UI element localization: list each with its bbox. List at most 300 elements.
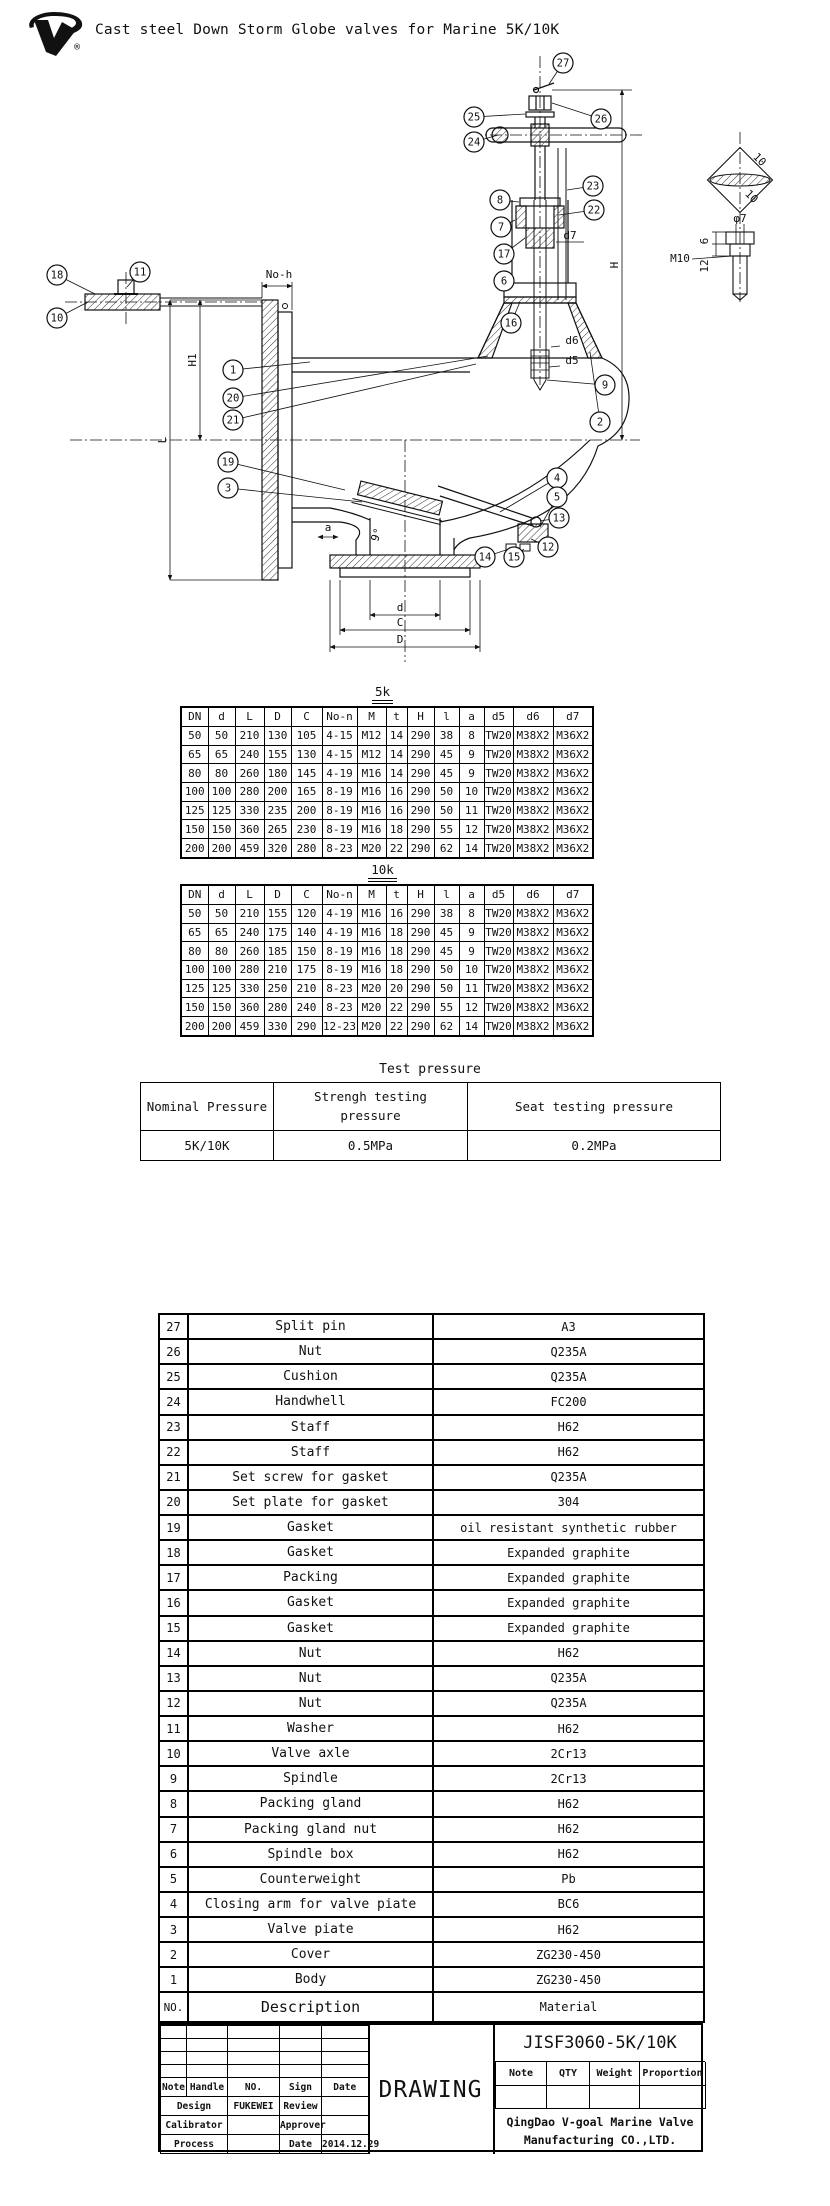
parts-cell: Handwhell [188, 1389, 433, 1414]
dim-data-cell: 290 [407, 979, 434, 998]
revision-row [161, 2065, 369, 2078]
parts-cell: Staff [188, 1440, 433, 1465]
dim-data-cell: 12 [459, 820, 484, 839]
revision-cell [161, 2026, 187, 2039]
label-d7: d7 [563, 229, 577, 242]
balloon-1 [223, 360, 243, 380]
label-a: a [324, 521, 332, 534]
parts-row [159, 1515, 704, 1540]
dim-data-cell: TW20 [484, 904, 513, 923]
balloon-16-label: 16 [504, 317, 518, 330]
nominal-pressure-value: 5K/10K [141, 1131, 274, 1161]
dim-data-cell: 65 [208, 923, 235, 942]
dim-data-cell: 290 [407, 801, 434, 820]
dim-data-cell: 200 [208, 1017, 235, 1036]
parts-cell: 304 [433, 1490, 704, 1515]
dim-header-cell: H [407, 707, 434, 726]
parts-cell: Counterweight [188, 1867, 433, 1892]
dim-data-cell: 4-19 [322, 923, 357, 942]
design-label: Design [161, 2097, 228, 2116]
parts-row [159, 1314, 704, 1339]
dim-data-cell: 175 [264, 923, 291, 942]
outlet-flange [330, 555, 480, 568]
parts-row [159, 1691, 704, 1716]
parts-cell: 6 [159, 1842, 188, 1867]
parts-row [159, 1942, 704, 1967]
process-value [228, 2135, 280, 2154]
handle-header: Handle [187, 2078, 228, 2097]
balloon-5-label: 5 [553, 491, 561, 504]
dim-data-cell: 50 [181, 726, 208, 745]
dim-data-row [181, 942, 593, 961]
dim-data-cell: 210 [235, 726, 264, 745]
dim-data-cell: TW20 [484, 960, 513, 979]
parts-row [159, 1967, 704, 1992]
parts-cell: H62 [433, 1716, 704, 1741]
balloon-23 [583, 176, 603, 196]
dim-data-cell: M36X2 [553, 942, 593, 961]
dim-data-cell: M16 [357, 764, 386, 783]
dim-data-cell: 100 [208, 782, 235, 801]
parts-cell: 25 [159, 1364, 188, 1389]
parts-cell: 27 [159, 1314, 188, 1339]
dim-data-cell: 11 [459, 979, 484, 998]
qty-value-row [496, 2085, 706, 2108]
proportion-col-header: Proportion [640, 2062, 706, 2085]
balloon-6 [494, 271, 514, 291]
label-h1: H1 [186, 353, 199, 367]
dim-data-cell: 45 [434, 942, 459, 961]
proportion-value [640, 2085, 706, 2108]
dim-data-cell: 290 [407, 839, 434, 858]
dim-data-cell: 185 [264, 942, 291, 961]
design-value: FUKEWEI [228, 2097, 280, 2116]
table-10k-caption: 10k [330, 862, 435, 882]
balloon-26-label: 26 [594, 113, 608, 126]
parts-cell: Nut [188, 1666, 433, 1691]
label-12: 12 [698, 259, 711, 273]
parts-cell: Body [188, 1967, 433, 1992]
revision-cell [187, 2052, 228, 2065]
dim-data-cell: 150 [181, 998, 208, 1017]
dim-data-cell: 235 [264, 801, 291, 820]
dim-header-cell: d6 [513, 885, 553, 904]
dim-data-cell: 8-19 [322, 820, 357, 839]
dim-data-cell: 80 [181, 764, 208, 783]
dim-data-cell: M36X2 [553, 764, 593, 783]
bracket-plate [85, 294, 160, 310]
dim-data-cell: 290 [407, 960, 434, 979]
dim-data-cell: 50 [208, 726, 235, 745]
parts-row [159, 1867, 704, 1892]
parts-cell: Washer [188, 1716, 433, 1741]
dim-header-cell: L [235, 707, 264, 726]
review-value [322, 2097, 369, 2116]
dim-data-cell: M38X2 [513, 1017, 553, 1036]
dim-header-cell: D [264, 885, 291, 904]
revision-cell [161, 2065, 187, 2078]
balloon-8 [490, 190, 510, 210]
dim-data-cell: TW20 [484, 782, 513, 801]
parts-cell: Closing arm for valve piate [188, 1892, 433, 1917]
balloon-20 [223, 388, 243, 408]
balloon-13 [549, 508, 569, 528]
dim-data-cell: M38X2 [513, 801, 553, 820]
parts-row [159, 1791, 704, 1816]
dim-data-cell: M38X2 [513, 942, 553, 961]
revision-cell [280, 2026, 322, 2039]
parts-cell: Set plate for gasket [188, 1490, 433, 1515]
dim-data-cell: TW20 [484, 998, 513, 1017]
dim-data-cell: 125 [181, 979, 208, 998]
parts-cell: Gasket [188, 1540, 433, 1565]
dim-data-cell: 18 [386, 960, 407, 979]
dim-header-cell: t [386, 885, 407, 904]
dim-data-cell: 150 [208, 998, 235, 1017]
dim-data-cell: 125 [208, 979, 235, 998]
label-phi7: φ7 [733, 212, 747, 225]
dim-data-cell: 4-15 [322, 726, 357, 745]
dim-header-cell: d7 [553, 885, 593, 904]
label-d5: d5 [565, 354, 579, 367]
dim-header-cell: DN [181, 885, 208, 904]
balloon-14-label: 14 [478, 551, 492, 564]
dim-data-cell: 8 [459, 904, 484, 923]
dim-data-cell: M38X2 [513, 979, 553, 998]
dim-data-cell: 9 [459, 942, 484, 961]
balloon-6-label: 6 [500, 275, 508, 288]
dim-data-cell: M16 [357, 782, 386, 801]
parts-cell: H62 [433, 1440, 704, 1465]
dim-data-cell: 105 [291, 726, 322, 745]
balloon-21-label: 21 [226, 414, 240, 427]
parts-row [159, 1389, 704, 1414]
parts-row [159, 1590, 704, 1615]
test-pressure-title: Test pressure [379, 1062, 481, 1077]
parts-row [159, 1666, 704, 1691]
label-d: d [396, 601, 404, 614]
parts-cell: 20 [159, 1490, 188, 1515]
dim-data-row [181, 801, 593, 820]
balloon-3-label: 3 [224, 482, 232, 495]
label-no-h: No-h [265, 268, 293, 281]
leader-m10 [692, 256, 733, 259]
packing-gland-nut-left [516, 206, 526, 228]
balloon-19 [218, 452, 238, 472]
dim-data-cell: 280 [291, 839, 322, 858]
dim-data-cell: 9 [459, 923, 484, 942]
dim-header-cell: l [434, 707, 459, 726]
parts-cell: 12 [159, 1691, 188, 1716]
dim-data-cell: M36X2 [553, 979, 593, 998]
parts-cell: 11 [159, 1716, 188, 1741]
dim-data-cell: TW20 [484, 820, 513, 839]
dim-data-cell: 150 [181, 820, 208, 839]
dim-data-cell: M20 [357, 839, 386, 858]
dim-data-cell: 8-23 [322, 998, 357, 1017]
parts-row [159, 1817, 704, 1842]
parts-cell: 7 [159, 1817, 188, 1842]
balloon-16 [501, 313, 521, 333]
model-number: JISF3060-5K/10K [495, 2025, 705, 2062]
dim-data-cell: 14 [386, 764, 407, 783]
revision-cell [161, 2039, 187, 2052]
dim-data-cell: 8 [459, 726, 484, 745]
dimension-labels [156, 150, 769, 646]
dim-data-cell: M36X2 [553, 998, 593, 1017]
dim-data-cell: 165 [291, 782, 322, 801]
dim-data-cell: M36X2 [553, 1017, 593, 1036]
dim-data-cell: 120 [291, 904, 322, 923]
dim-data-cell: 8-19 [322, 782, 357, 801]
dim-data-row [181, 904, 593, 923]
balloon-25-label: 25 [467, 111, 481, 124]
parts-cell: 14 [159, 1641, 188, 1666]
balloon-20-label: 20 [226, 392, 240, 405]
parts-cell: 1 [159, 1967, 188, 1992]
approver-label: Approver [280, 2116, 322, 2135]
balloon-27 [553, 53, 573, 73]
dim-data-cell: M36X2 [553, 782, 593, 801]
parts-cell: 21 [159, 1465, 188, 1490]
dim-header-cell: No-n [322, 707, 357, 726]
parts-cell: 22 [159, 1440, 188, 1465]
dim-data-cell: 45 [434, 923, 459, 942]
parts-cell: oil resistant synthetic rubber [433, 1515, 704, 1540]
dim-data-row [181, 782, 593, 801]
parts-row [159, 1616, 704, 1641]
dim-data-cell: M38X2 [513, 904, 553, 923]
process-label: Process [161, 2135, 228, 2154]
dim-data-row [181, 839, 593, 858]
parts-cell: 10 [159, 1741, 188, 1766]
parts-cell: Expanded graphite [433, 1616, 704, 1641]
dim-data-cell: 50 [181, 904, 208, 923]
revision-cell [187, 2039, 228, 2052]
parts-footer-cell: Material [433, 1992, 704, 2022]
dim-data-cell: 9 [459, 764, 484, 783]
packing-gland-nut-right [554, 206, 564, 228]
revision-cell [280, 2039, 322, 2052]
parts-row [159, 1565, 704, 1590]
parts-cell: Expanded graphite [433, 1540, 704, 1565]
dim-data-cell: 290 [407, 923, 434, 942]
balloon-2-label: 2 [596, 416, 604, 429]
label-l: L [156, 436, 169, 444]
parts-cell: Expanded graphite [433, 1590, 704, 1615]
dim-data-cell: TW20 [484, 801, 513, 820]
revision-cell [161, 2052, 187, 2065]
test-pressure-data-row [141, 1131, 721, 1161]
dim-data-row [181, 1017, 593, 1036]
label-10-upper: 10 [750, 150, 769, 169]
dim-data-cell: 4-19 [322, 764, 357, 783]
dim-data-cell: 9 [459, 745, 484, 764]
dim-data-cell: 459 [235, 1017, 264, 1036]
dim-data-cell: 290 [407, 764, 434, 783]
parts-cell: Cover [188, 1942, 433, 1967]
calibrator-row [161, 2116, 369, 2135]
dim-data-cell: 290 [407, 942, 434, 961]
parts-cell: 13 [159, 1666, 188, 1691]
balloon-8-label: 8 [496, 194, 504, 207]
dim-data-cell: 8-19 [322, 942, 357, 961]
test-pressure-table [140, 1082, 721, 1161]
dim-data-cell: 65 [181, 923, 208, 942]
approver-value [322, 2116, 369, 2135]
dim-data-cell: 16 [386, 782, 407, 801]
dim-data-cell: 230 [291, 820, 322, 839]
table-5k-caption: 5k [330, 684, 435, 704]
parts-cell: 18 [159, 1540, 188, 1565]
dim-data-cell: 55 [434, 998, 459, 1017]
parts-cell: H62 [433, 1842, 704, 1867]
parts-row [159, 1415, 704, 1440]
dim-data-cell: M16 [357, 904, 386, 923]
parts-row [159, 1490, 704, 1515]
dim-data-cell: 155 [264, 745, 291, 764]
closing-arm [438, 486, 532, 518]
dim-data-cell: 16 [386, 904, 407, 923]
balloon-15-label: 15 [507, 551, 521, 564]
dim-data-cell: 210 [235, 904, 264, 923]
dim-header-cell: d7 [553, 707, 593, 726]
dim-data-row [181, 820, 593, 839]
parts-cell: 23 [159, 1415, 188, 1440]
dim-data-row [181, 726, 593, 745]
dim-header-row [181, 885, 593, 904]
note-value [496, 2085, 547, 2108]
parts-cell: 15 [159, 1616, 188, 1641]
parts-cell: Q235A [433, 1666, 704, 1691]
design-row [161, 2097, 369, 2116]
dim-header-cell: L [235, 885, 264, 904]
seat-testing-header: Seat testing pressure [468, 1083, 721, 1131]
parts-cell: 3 [159, 1917, 188, 1942]
parts-row [159, 1540, 704, 1565]
parts-cell: 9 [159, 1766, 188, 1791]
dim-data-cell: 200 [264, 782, 291, 801]
dim-header-cell: D [264, 707, 291, 726]
dim-header-row [181, 707, 593, 726]
dim-data-cell: 14 [459, 1017, 484, 1036]
dim-data-cell: M36X2 [553, 923, 593, 942]
dim-data-cell: TW20 [484, 923, 513, 942]
dim-data-cell: 12-23 [322, 1017, 357, 1036]
parts-row [159, 1716, 704, 1741]
dim-data-cell: 16 [386, 801, 407, 820]
dim-data-cell: 22 [386, 998, 407, 1017]
dim-data-row [181, 745, 593, 764]
date-header: Date [322, 2078, 369, 2097]
parts-cell: Spindle [188, 1766, 433, 1791]
dim-data-cell: 360 [235, 998, 264, 1017]
parts-cell: Nut [188, 1641, 433, 1666]
dim-data-cell: 14 [386, 745, 407, 764]
company-line-2: Manufacturing CO.,LTD. [523, 2132, 677, 2147]
parts-cell: 26 [159, 1339, 188, 1364]
revision-cell [187, 2065, 228, 2078]
parts-cell: Nut [188, 1691, 433, 1716]
dim-data-cell: M38X2 [513, 820, 553, 839]
revision-cell [228, 2026, 280, 2039]
dim-data-cell: M12 [357, 745, 386, 764]
parts-cell: Gasket [188, 1590, 433, 1615]
balloon-10-label: 10 [50, 312, 64, 325]
flange-bolt-hole [283, 304, 288, 309]
dim-data-cell: TW20 [484, 745, 513, 764]
dim-data-cell: 11 [459, 801, 484, 820]
calibrator-value [228, 2116, 280, 2135]
dim-data-cell: 100 [181, 960, 208, 979]
parts-cell: 5 [159, 1867, 188, 1892]
dim-data-cell: M38X2 [513, 764, 553, 783]
dim-data-cell: 280 [264, 998, 291, 1017]
parts-cell: H62 [433, 1415, 704, 1440]
no-header: NO. [228, 2078, 280, 2097]
dim-data-cell: M38X2 [513, 745, 553, 764]
parts-row [159, 1339, 704, 1364]
balloon-9 [595, 375, 615, 395]
dim-header-cell: d5 [484, 707, 513, 726]
dim-data-cell: 62 [434, 1017, 459, 1036]
dim-data-cell: 18 [386, 942, 407, 961]
balloon-4-label: 4 [553, 472, 561, 485]
note-header: Note [161, 2078, 187, 2097]
parts-cell: Expanded graphite [433, 1565, 704, 1590]
dim-data-cell: 290 [407, 1017, 434, 1036]
qty-value [547, 2085, 590, 2108]
dim-data-cell: 10 [459, 782, 484, 801]
balloon-22 [584, 200, 604, 220]
parts-cell: H62 [433, 1917, 704, 1942]
date-value: 2014.12.29 [322, 2135, 369, 2154]
balloon-18-label: 18 [50, 269, 64, 282]
dim-data-cell: TW20 [484, 764, 513, 783]
dim-data-cell: 280 [235, 960, 264, 979]
parts-cell: Q235A [433, 1691, 704, 1716]
balloon-23-label: 23 [586, 180, 600, 193]
drawing-label: DRAWING [368, 2025, 495, 2154]
dim-data-cell: 260 [235, 764, 264, 783]
parts-cell: Nut [188, 1339, 433, 1364]
registered-mark: ® [74, 42, 81, 53]
dim-table-10k [180, 884, 594, 1037]
dim-data-cell: 50 [434, 979, 459, 998]
parts-footer-cell: Description [188, 1992, 433, 2022]
dim-data-cell: 330 [264, 1017, 291, 1036]
dim-data-cell: 130 [264, 726, 291, 745]
dim-data-cell: M20 [357, 998, 386, 1017]
balloon-13-label: 13 [552, 512, 566, 525]
dim-data-cell: TW20 [484, 942, 513, 961]
balloon-12-label: 12 [541, 541, 555, 554]
dim-data-cell: 200 [291, 801, 322, 820]
balloon-2 [590, 412, 610, 432]
parts-cell: ZG230-450 [433, 1942, 704, 1967]
dim-data-cell: 18 [386, 923, 407, 942]
dim-data-cell: 280 [235, 782, 264, 801]
parts-row [159, 1364, 704, 1389]
parts-cell: Spindle box [188, 1842, 433, 1867]
dim-data-cell: TW20 [484, 726, 513, 745]
weight-col-header: Weight [590, 2062, 640, 2085]
dim-data-cell: 50 [434, 960, 459, 979]
dim-data-cell: 320 [264, 839, 291, 858]
dim-data-row [181, 960, 593, 979]
dim-data-cell: 8-19 [322, 960, 357, 979]
balloon-11 [130, 262, 150, 282]
